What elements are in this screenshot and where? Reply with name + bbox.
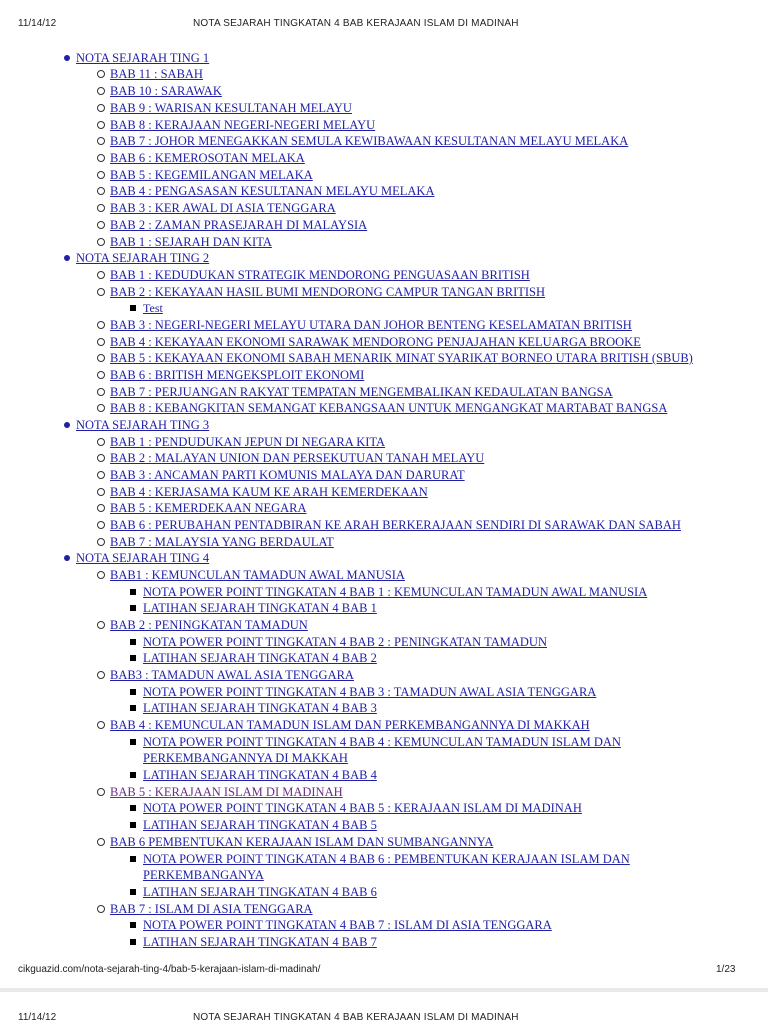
- list-item: [110, 834, 493, 850]
- list-item: [110, 217, 367, 233]
- list-item: [143, 700, 377, 716]
- t1-bab-7-link[interactable]: BAB 7 : JOHOR MENEGAKKAN SEMULA KEWIBAWAAN KESULTANAN MELAYU MELAKA: [110, 134, 629, 148]
- t4-bab-7-powerpoint-link[interactable]: NOTA POWER POINT TINGKATAN 4 BAB 7 : ISLAM DI ASIA TENGGARA: [143, 918, 552, 932]
- t2-bab-4-link[interactable]: BAB 4 : KEKAYAAN EKONOMI SARAWAK MENDORONG PENJAJAHAN KELUARGA BROOKE: [110, 335, 641, 349]
- t2-bab-5-link[interactable]: BAB 5 : KEKAYAAN EKONOMI SABAH MENARIK MINAT SYARIKAT BORNEO UTARA BRITISH (SBUB): [110, 351, 693, 365]
- list-item: [110, 617, 308, 633]
- t4-bab-3-powerpoint-link[interactable]: NOTA POWER POINT TINGKATAN 4 BAB 3 : TAMADUN AWAL ASIA TENGGARA: [143, 685, 597, 699]
- list-item: [143, 584, 647, 600]
- t1-bab-9-link[interactable]: BAB 9 : WARISAN KESULTANAH MELAYU: [110, 101, 352, 115]
- t2-test-link[interactable]: Test: [143, 301, 163, 315]
- t3-bab-5-link[interactable]: BAB 5 : KEMERDEKAAN NEGARA: [110, 501, 307, 515]
- t3-bab-7-link[interactable]: BAB 7 : MALAYSIA YANG BERDAULAT: [110, 535, 334, 549]
- nav-ting-3: [76, 417, 209, 433]
- list-item: [110, 117, 375, 133]
- nav-ting-3-link[interactable]: NOTA SEJARAH TING 3: [76, 418, 210, 432]
- next-page-print-title: NOTA SEJARAH TINGKATAN 4 BAB KERAJAAN ISLAM DI MADINAH: [193, 1012, 519, 1023]
- list-item: [110, 534, 334, 550]
- list-item: [143, 817, 377, 833]
- list-item: [110, 267, 530, 283]
- footer-url: cikguazid.com/nota-sejarah-ting-4/bab-5-kerajaan-islam-di-madinah/: [18, 964, 321, 975]
- list-item: [110, 517, 681, 533]
- t4-bab-3-link[interactable]: BAB3 : TAMADUN AWAL ASIA TENGGARA: [110, 668, 354, 682]
- list-item: [110, 450, 484, 466]
- t2-bab-3-link[interactable]: BAB 3 : NEGERI-NEGERI MELAYU UTARA DAN JOHOR BENTENG KESELAMATAN BRITISH: [110, 318, 632, 332]
- list-item: [110, 784, 343, 800]
- list-item: [143, 917, 552, 933]
- list-item: [110, 100, 352, 116]
- t1-bab-1-link[interactable]: BAB 1 : SEJARAH DAN KITA: [110, 235, 272, 249]
- list-item: [110, 167, 313, 183]
- list-item: [110, 717, 590, 733]
- nav-ting-2: [76, 250, 209, 266]
- t1-bab-2-link[interactable]: BAB 2 : ZAMAN PRASEJARAH DI MALAYSIA: [110, 218, 368, 232]
- t4-bab-6-powerpoint-link[interactable]: NOTA POWER POINT TINGKATAN 4 BAB 6 : PEMBENTUKAN KERAJAAN ISLAM DAN PERKEMBANGANYA: [143, 852, 630, 882]
- list-item: [110, 133, 628, 149]
- t4-bab-7-link[interactable]: BAB 7 : ISLAM DI ASIA TENGGARA: [110, 902, 313, 916]
- list-item: [110, 367, 364, 383]
- list-item: [110, 83, 222, 99]
- nav-ting-1-link[interactable]: NOTA SEJARAH TING 1: [76, 51, 210, 65]
- t4-bab-5-latihan-link[interactable]: LATIHAN SEJARAH TINGKATAN 4 BAB 5: [143, 818, 377, 832]
- list-item: [110, 317, 632, 333]
- list-item: [110, 150, 305, 166]
- t1-bab-10-link[interactable]: BAB 10 : SARAWAK: [110, 84, 222, 98]
- nav-ting-1: [76, 50, 209, 66]
- t3-bab-1-link[interactable]: BAB 1 : PENDUDUKAN JEPUN DI NEGARA KITA: [110, 435, 386, 449]
- nav-ting-4-link[interactable]: NOTA SEJARAH TING 4: [76, 551, 210, 565]
- t1-bab-5-link[interactable]: BAB 5 : KEGEMILANGAN MELAKA: [110, 168, 313, 182]
- t2-bab-1-link[interactable]: BAB 1 : KEDUDUKAN STRATEGIK MENDORONG PENGUASAAN BRITISH: [110, 268, 530, 282]
- t3-bab-6-link[interactable]: BAB 6 : PERUBAHAN PENTADBIRAN KE ARAH BERKERAJAAN SENDIRI DI SARAWAK DAN SABAH: [110, 518, 681, 532]
- list-item: [143, 851, 673, 883]
- t2-bab-7-link[interactable]: BAB 7 : PERJUANGAN RAKYAT TEMPATAN MENGEMBALIKAN KEDAULATAN BANGSA: [110, 385, 613, 399]
- list-item: [110, 183, 435, 199]
- list-item: [110, 484, 428, 500]
- list-item: [110, 567, 405, 583]
- t4-bab-5-powerpoint-link[interactable]: NOTA POWER POINT TINGKATAN 4 BAB 5 : KERAJAAN ISLAM DI MADINAH: [143, 801, 582, 815]
- list-item: [110, 467, 465, 483]
- list-item: [143, 634, 547, 650]
- t3-bab-2-link[interactable]: BAB 2 : MALAYAN UNION DAN PERSEKUTUAN TANAH MELAYU: [110, 451, 485, 465]
- t4-bab-5-link[interactable]: BAB 5 : KERAJAAN ISLAM DI MADINAH: [110, 785, 343, 799]
- t4-bab-6-link[interactable]: BAB 6 PEMBENTUKAN KERAJAAN ISLAM DAN SUMBANGANNYA: [110, 835, 494, 849]
- t4-bab-7-latihan-link[interactable]: LATIHAN SEJARAH TINGKATAN 4 BAB 7: [143, 935, 377, 949]
- list-item: [110, 284, 545, 300]
- list-item: [143, 650, 377, 666]
- list-item: [110, 334, 641, 350]
- list-item: [110, 400, 667, 416]
- t2-bab-6-link[interactable]: BAB 6 : BRITISH MENGEKSPLOIT EKONOMI: [110, 368, 365, 382]
- print-date: 11/14/12: [18, 18, 57, 29]
- list-item: [110, 350, 693, 366]
- list-item: [110, 200, 336, 216]
- t4-bab-1-link[interactable]: BAB1 : KEMUNCULAN TAMADUN AWAL MANUSIA: [110, 568, 405, 582]
- t1-bab-6-link[interactable]: BAB 6 : KEMEROSOTAN MELAKA: [110, 151, 305, 165]
- list-item: [143, 734, 663, 766]
- t4-bab-4-latihan-link[interactable]: LATIHAN SEJARAH TINGKATAN 4 BAB 4: [143, 768, 377, 782]
- t4-bab-6-latihan-link[interactable]: LATIHAN SEJARAH TINGKATAN 4 BAB 6: [143, 885, 377, 899]
- list-item: [110, 384, 613, 400]
- t4-bab-4-link[interactable]: BAB 4 : KEMUNCULAN TAMADUN ISLAM DAN PERKEMBANGANNYA DI MAKKAH: [110, 718, 590, 732]
- list-item: [143, 884, 377, 900]
- list-item: [143, 684, 596, 700]
- t4-bab-1-powerpoint-link[interactable]: NOTA POWER POINT TINGKATAN 4 BAB 1 : KEMUNCULAN TAMADUN AWAL MANUSIA: [143, 585, 648, 599]
- list-item: [143, 600, 377, 616]
- next-page-print-date: 11/14/12: [18, 1012, 57, 1023]
- list-item: [110, 667, 354, 683]
- t4-bab-3-latihan-link[interactable]: LATIHAN SEJARAH TINGKATAN 4 BAB 3: [143, 701, 377, 715]
- t4-bab-4-powerpoint-link[interactable]: NOTA POWER POINT TINGKATAN 4 BAB 4 : KEMUNCULAN TAMADUN ISLAM DAN PERKEMBANGANNYA DI MAKKAH: [143, 735, 621, 765]
- list-item: [143, 934, 377, 950]
- list-item: [110, 234, 272, 250]
- print-title: NOTA SEJARAH TINGKATAN 4 BAB KERAJAAN ISLAM DI MADINAH: [193, 18, 519, 29]
- list-item: [110, 66, 203, 82]
- page-break-divider: [0, 988, 768, 992]
- list-item: [143, 767, 377, 783]
- list-item: [110, 434, 385, 450]
- t1-bab-8-link[interactable]: BAB 8 : KERAJAAN NEGERI-NEGERI MELAYU: [110, 118, 376, 132]
- list-item: [110, 901, 313, 917]
- list-item: [143, 800, 582, 816]
- t4-bab-2-latihan-link[interactable]: LATIHAN SEJARAH TINGKATAN 4 BAB 2: [143, 651, 377, 665]
- t3-bab-4-link[interactable]: BAB 4 : KERJASAMA KAUM KE ARAH KEMERDEKAAN: [110, 485, 428, 499]
- nav-ting-4: [76, 550, 209, 566]
- list-item: [143, 300, 163, 316]
- t4-bab-1-latihan-link[interactable]: LATIHAN SEJARAH TINGKATAN 4 BAB 1: [143, 601, 377, 615]
- t3-bab-3-link[interactable]: BAB 3 : ANCAMAN PARTI KOMUNIS MALAYA DAN DARURAT: [110, 468, 465, 482]
- t1-bab-3-link[interactable]: BAB 3 : KER AWAL DI ASIA TENGGARA: [110, 201, 336, 215]
- t2-bab-8-link[interactable]: BAB 8 : KEBANGKITAN SEMANGAT KEBANGSAAN UNTUK MENGANGKAT MARTABAT BANGSA: [110, 401, 668, 415]
- t2-bab-2-link[interactable]: BAB 2 : KEKAYAAN HASIL BUMI MENDORONG CAMPUR TANGAN BRITISH: [110, 285, 546, 299]
- list-item: [110, 500, 307, 516]
- t1-bab-4-link[interactable]: BAB 4 : PENGASASAN KESULTANAN MELAYU MELAKA: [110, 184, 435, 198]
- t4-bab-2-link[interactable]: BAB 2 : PENINGKATAN TAMADUN: [110, 618, 308, 632]
- t4-bab-2-powerpoint-link[interactable]: NOTA POWER POINT TINGKATAN 4 BAB 2 : PENINGKATAN TAMADUN: [143, 635, 547, 649]
- t1-bab-11-link[interactable]: BAB 11 : SABAH: [110, 67, 203, 81]
- footer-page-number: 1/23: [716, 964, 736, 975]
- nav-ting-2-link[interactable]: NOTA SEJARAH TING 2: [76, 251, 210, 265]
